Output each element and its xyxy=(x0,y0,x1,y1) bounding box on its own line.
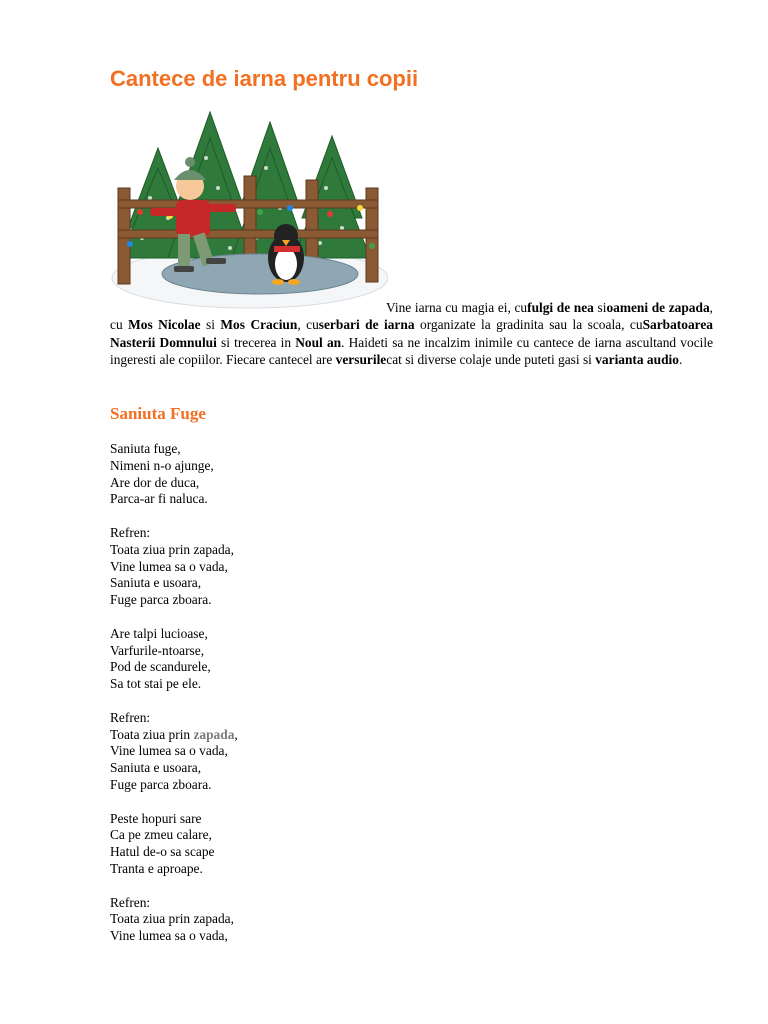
stanza-refrain xyxy=(110,895,510,945)
intro-bold: Noul an xyxy=(295,334,342,350)
lyric-line: Vine lumea sa o vada, xyxy=(110,928,228,944)
intro-text: . Haideti sa ne incalzim inimile cu cantece de iarna ascultand vocile ingeresti ale copiilor. Fiecare cantecel are xyxy=(110,334,714,367)
image-float-space xyxy=(110,311,386,312)
intro-text: . xyxy=(678,351,683,367)
lyric-line: Parca-ar fi naluca. xyxy=(110,491,208,507)
lyric-line: Hatul de-o sa scape xyxy=(110,844,215,860)
intro-text: si xyxy=(200,317,221,333)
winter-skating-illustration xyxy=(110,108,388,310)
highlighted-word: zapada xyxy=(193,726,235,742)
lyric-line: Nimeni n-o ajunge, xyxy=(110,457,214,473)
lyric-line: Pod de scandurele, xyxy=(110,659,211,675)
lyric-line: Toata ziua prin zapada, xyxy=(110,541,234,557)
intro-bold: Sarbatoarea Nasterii Domnului xyxy=(110,317,713,350)
lyric-line: Are talpi lucioase, xyxy=(110,625,208,641)
lyric-line: Sa tot stai pe ele. xyxy=(110,676,202,692)
song-lyrics xyxy=(110,441,510,962)
intro-bold: fulgi de nea xyxy=(527,300,594,315)
refrain-label: Refren: xyxy=(110,524,151,540)
intro-bold: Mos Nicolae xyxy=(128,317,201,333)
lyric-line: Fuge parca zboara. xyxy=(110,776,212,792)
lyric-line: Are dor de duca, xyxy=(110,474,200,490)
stanza-refrain xyxy=(110,710,510,794)
lyric-line: Fuge parca zboara. xyxy=(110,592,212,608)
lyric-line: Varfurile-ntoarse, xyxy=(110,642,205,658)
song-title: Saniuta Fuge xyxy=(110,404,206,423)
lyric-line: Vine lumea sa o vada, xyxy=(110,558,228,574)
intro-text: si xyxy=(593,300,607,315)
intro-text: organizate la gradinita sau la scoala, cu xyxy=(414,317,643,333)
lyric-text: , xyxy=(234,726,238,742)
refrain-label: Refren: xyxy=(110,709,151,725)
intro-text: Vine iarna cu magia ei, cu xyxy=(386,300,528,315)
stanza xyxy=(110,626,510,693)
intro-text: , cu xyxy=(297,317,319,333)
intro-text: si trecerea in xyxy=(216,334,296,350)
lyric-text: Toata ziua prin xyxy=(110,726,194,742)
lyric-line: Vine lumea sa o vada, xyxy=(110,743,228,759)
intro-bold: varianta audio xyxy=(595,351,679,367)
lyric-line: Saniuta e usoara, xyxy=(110,575,202,591)
intro-paragraph xyxy=(110,299,713,368)
intro-bold: serbari de iarna xyxy=(318,317,415,333)
intro-bold: oameni de zapada xyxy=(606,300,710,315)
stanza xyxy=(110,811,510,878)
intro-bold: versurile xyxy=(335,351,387,367)
lyric-line: Ca pe zmeu calare, xyxy=(110,827,212,843)
lyric-line: Saniuta e usoara, xyxy=(110,760,202,776)
page-title: Cantece de iarna pentru copii xyxy=(110,66,419,91)
intro-text: , cu xyxy=(110,300,714,333)
lyric-line: Peste hopuri sare xyxy=(110,810,202,826)
intro-text: cat si diverse colaje unde puteti gasi si xyxy=(386,351,596,367)
intro-bold: Mos Craciun xyxy=(220,317,298,333)
lyric-line: Tranta e aproape. xyxy=(110,860,203,876)
stanza-refrain xyxy=(110,525,510,609)
stanza xyxy=(110,441,510,508)
lyric-line: Toata ziua prin zapada, xyxy=(110,911,234,927)
refrain-label: Refren: xyxy=(110,894,151,910)
lyric-line: Saniuta fuge, xyxy=(110,441,181,456)
lyric-line-highlight xyxy=(110,727,510,744)
